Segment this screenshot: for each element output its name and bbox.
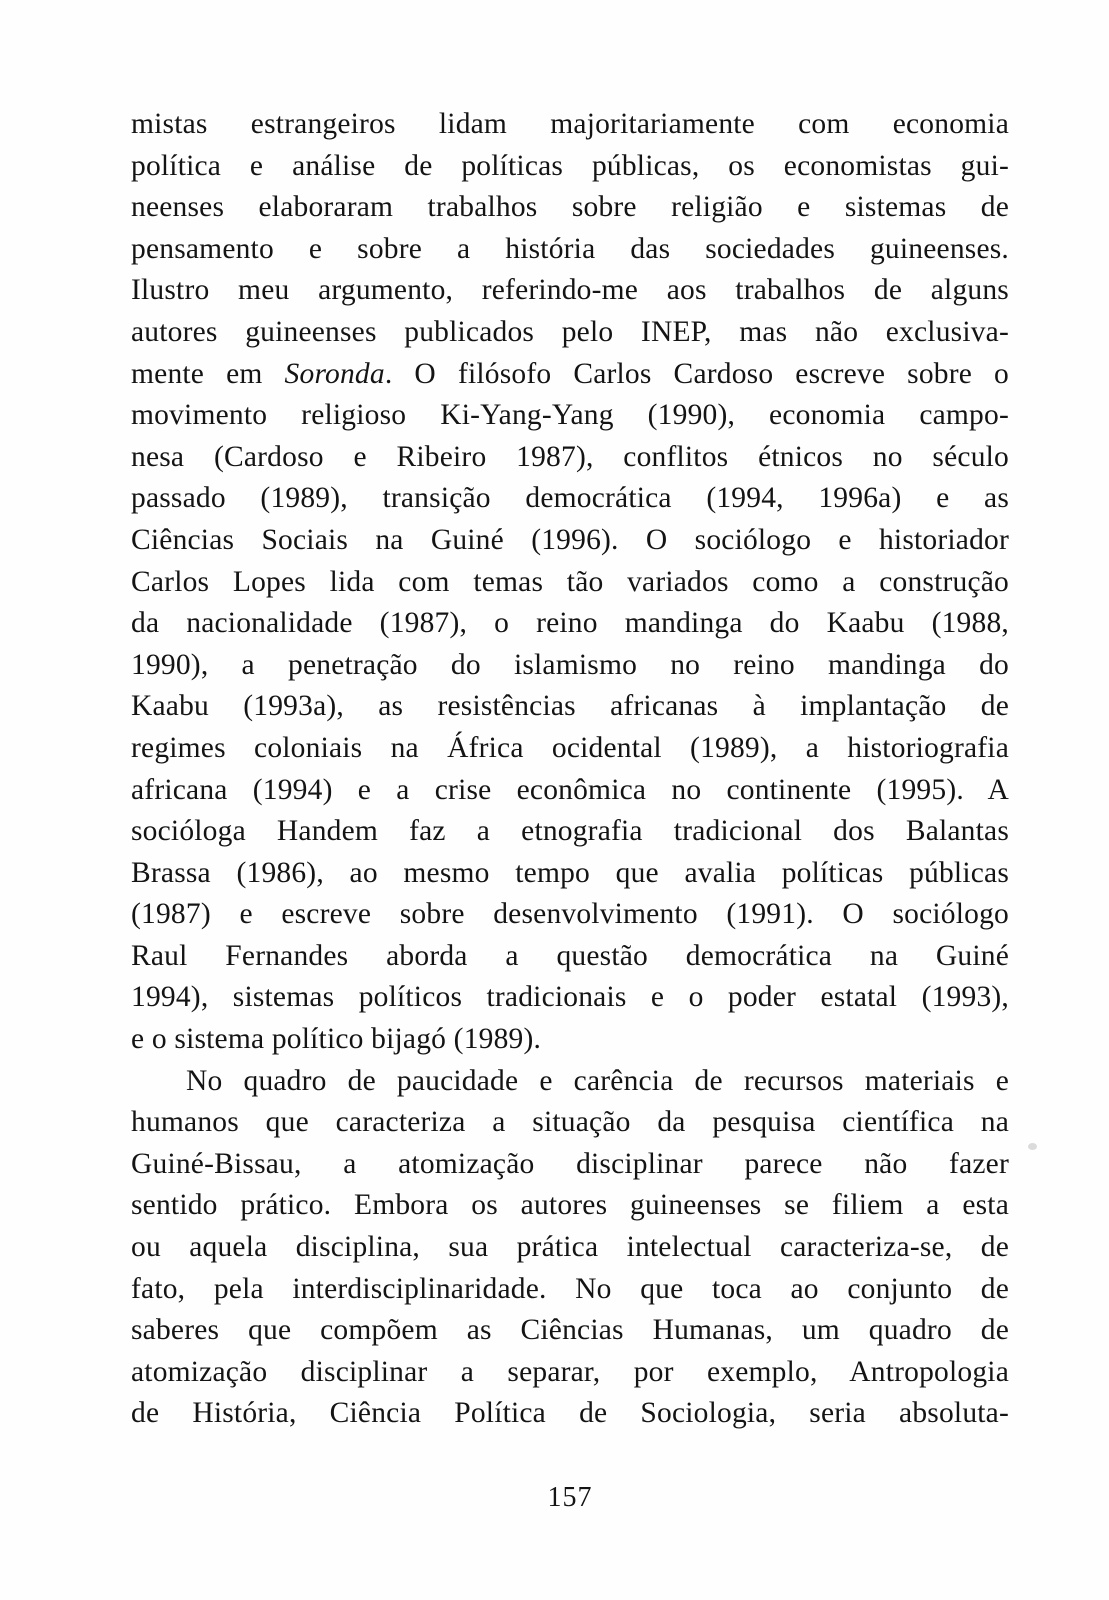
text-line: de História, Ciência Política de Sociologia, seria absoluta- — [131, 1397, 1009, 1430]
text-line: No quadro de paucidade e carência de recursos materiais e — [186, 1064, 1009, 1097]
text-line: pensamento e sobre a história das sociedades guineenses. — [131, 232, 1009, 265]
text-line: movimento religioso Ki-Yang-Yang (1990), economia campo- — [131, 399, 1009, 432]
text-line: nesa (Cardoso e Ribeiro 1987), conflitos étnicos no século — [131, 440, 1009, 473]
text-line — [131, 354, 1009, 396]
text-line: 1990), a penetração do islamismo no reino mandinga do — [131, 648, 1009, 681]
text-line: Carlos Lopes lida com temas tão variados como a construção — [131, 565, 1009, 598]
text-line: passado (1989), transição democrática (1994, 1996a) e as — [131, 482, 1009, 515]
page-number: 157 — [547, 1482, 593, 1513]
text-line: Guiné-Bissau, a atomização disciplinar parece não fazer — [131, 1147, 1009, 1180]
text-line: humanos que caracteriza a situação da pesquisa científica na — [131, 1106, 1009, 1139]
text-line: sentido prático. Embora os autores guineenses se filiem a esta — [131, 1189, 1009, 1222]
text-line: e o sistema político bijagó (1989). — [131, 1023, 542, 1056]
text-segment: mente em — [131, 357, 285, 390]
italic-text: Soronda — [284, 357, 385, 390]
text-line: socióloga Handem faz a etnografia tradicional dos Balantas — [131, 815, 1009, 848]
text-line: Ilustro meu argumento, referindo-me aos trabalhos de alguns — [131, 274, 1009, 307]
text-line: política e análise de políticas públicas, os economistas gui- — [131, 149, 1009, 182]
text-line: Raul Fernandes aborda a questão democrática na Guiné — [131, 939, 1009, 972]
text-line: neenses elaboraram trabalhos sobre religião e sistemas de — [131, 191, 1009, 224]
text-line: fato, pela interdisciplinaridade. No que toca ao conjunto de — [131, 1272, 1009, 1305]
text-line: Ciências Sociais na Guiné (1996). O sociólogo e historiador — [131, 523, 1009, 556]
text-line: regimes coloniais na África ocidental (1989), a historiografia — [131, 731, 1009, 764]
text-line: Brassa (1986), ao mesmo tempo que avalia políticas públicas — [131, 856, 1009, 889]
text-line: atomização disciplinar a separar, por exemplo, Antropologia — [131, 1355, 1009, 1388]
text-line: africana (1994) e a crise econômica no continente (1995). A — [131, 773, 1009, 806]
text-line: ou aquela disciplina, sua prática intelectual caracteriza-se, de — [131, 1231, 1009, 1264]
page-text — [131, 104, 1009, 1435]
text-line: mistas estrangeiros lidam majoritariamente com economia — [131, 108, 1009, 140]
text-segment: . O filósofo Carlos Cardoso escreve sobre o — [384, 357, 1009, 390]
scan-speck — [1028, 1143, 1037, 1150]
text-line: Kaabu (1993a), as resistências africanas à implantação de — [131, 690, 1009, 723]
text-line: (1987) e escreve sobre desenvolvimento (1991). O sociólogo — [131, 898, 1009, 931]
text-line: 1994), sistemas políticos tradicionais e o poder estatal (1993), — [131, 981, 1009, 1014]
text-line: saberes que compõem as Ciências Humanas, um quadro de — [131, 1314, 1009, 1347]
text-line: autores guineenses publicados pelo INEP, mas não exclusiva- — [131, 315, 1009, 348]
text-line: da nacionalidade (1987), o reino mandinga do Kaabu (1988, — [131, 607, 1009, 640]
